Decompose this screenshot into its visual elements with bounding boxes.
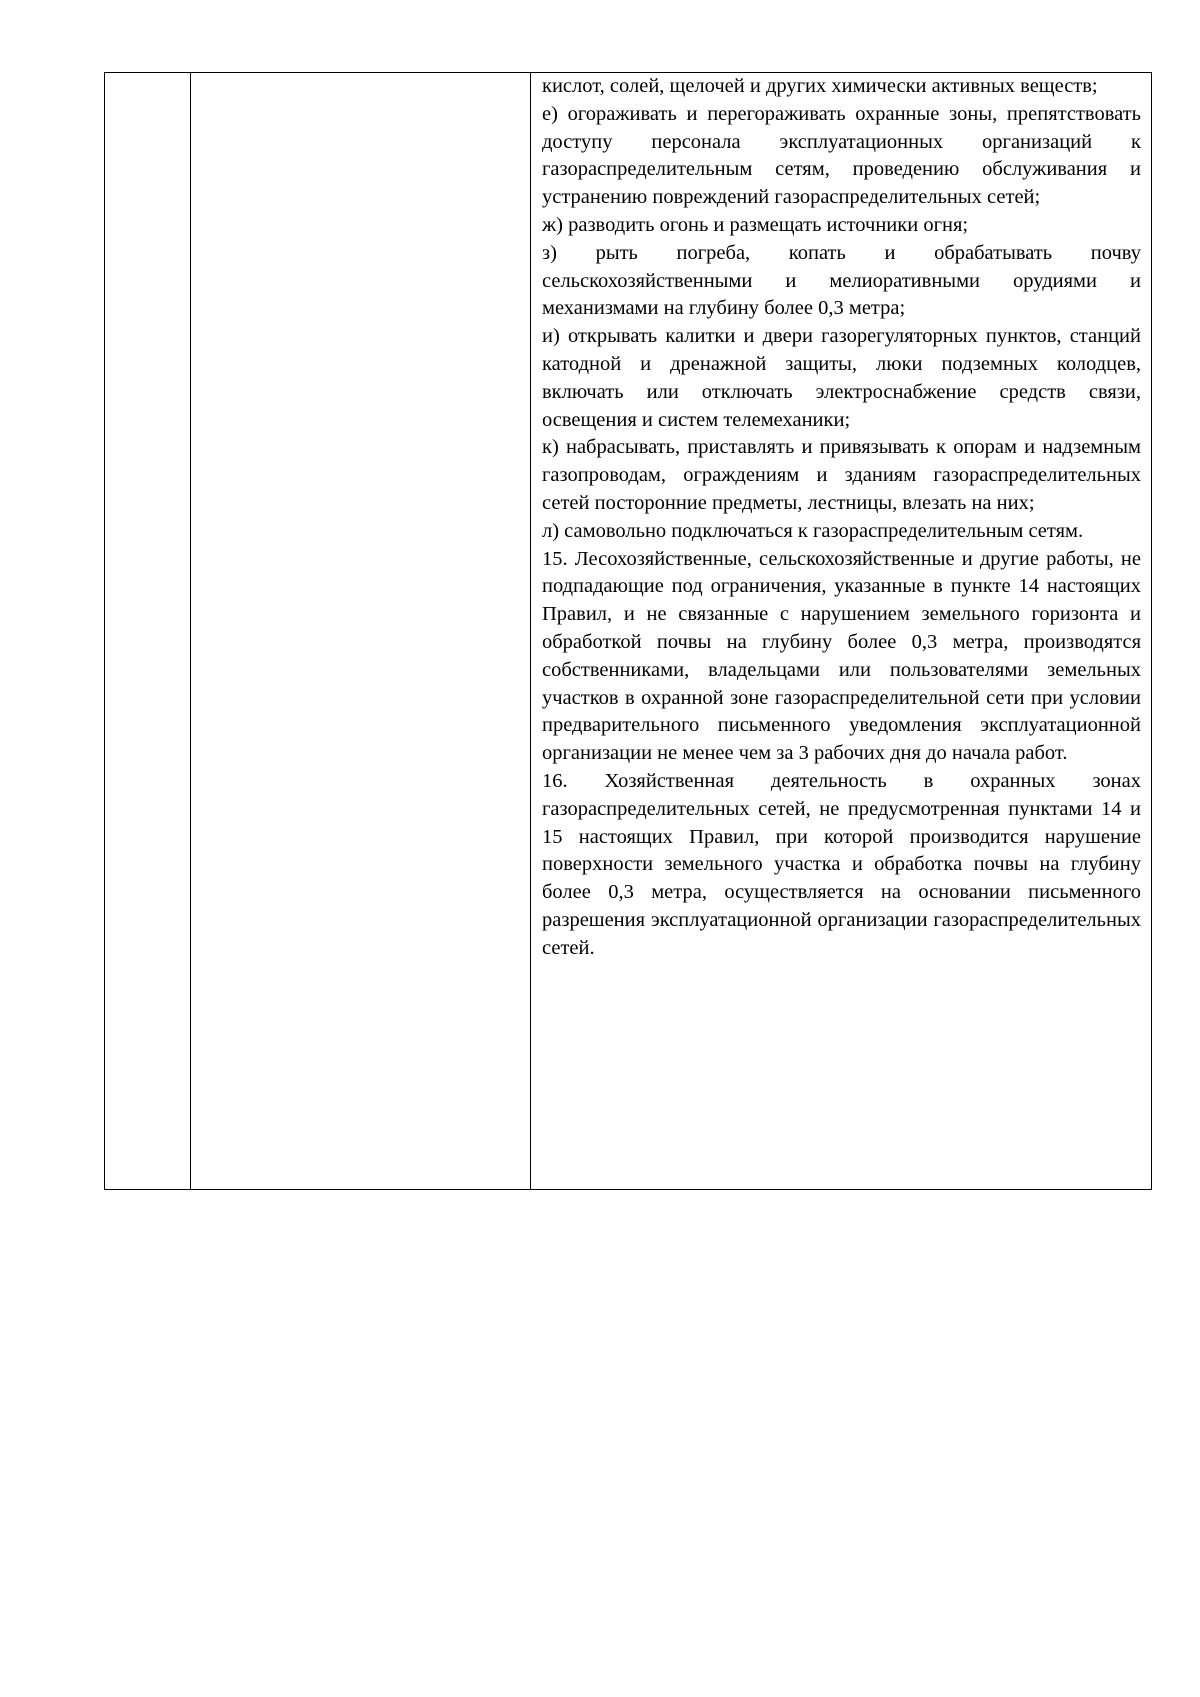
paragraph-item-i: и) открывать калитки и двери газорегуляторных пунктов, станций катодной и дренажной защиты, люки подземных колодцев, включать или отключать электроснабжение средств связи, освещения и систем телемеханики;: [542, 325, 1141, 431]
paragraph-15: 15. Лесохозяйственные, сельскохозяйственные и другие работы, не подпадающие под ограничения, указанные в пункте 14 настоящих Правил, и не связанные с нарушением земельного горизонта и обработкой почвы на глубину более 0,3 метра, производятся собственниками, владельцами или пользователями земельных участков в охранной зоне газораспределительной сети при условии предварительного письменного уведомления эксплуатационной организации не менее чем за 3 рабочих дня до начала работ.: [542, 547, 1141, 765]
paragraph-16: 16. Хозяйственная деятельность в охранных зонах газораспределительных сетей, не предусмотренная пунктами 14 и 15 настоящих Правил, при которой производится нарушение поверхности земельного участка и обработка почвы на глубину более 0,3 метра, осуществляется на основании письменного разрешения эксплуатационной организации газораспределительных сетей.: [542, 769, 1141, 959]
paragraph-item-e: е) огораживать и перегораживать охранные зоны, препятствовать доступу персонала эксплуатационных организаций к газораспределительным сетям, проведению обслуживания и устранению повреждений газораспределительных сетей;: [542, 102, 1141, 209]
regulation-table: [104, 72, 1152, 1190]
table-cell-number: [105, 73, 191, 1189]
paragraph-item-l: л) самовольно подключаться к газораспределительным сетям.: [542, 519, 1084, 542]
table-cell-subject: [191, 73, 531, 1189]
paragraph-item-k: к) набрасывать, приставлять и привязывать к опорам и надземным газопроводам, ограждениям и зданиям газораспределительных сетей посторонние предметы, лестницы, влезать на них;: [542, 436, 1141, 514]
paragraph-continuation: кислот, солей, щелочей и других химически активных веществ;: [542, 75, 1098, 97]
paragraph-item-z: з) рыть погреба, копать и обрабатывать почву сельскохозяйственными и мелиоративными орудиями и механизмами на глубину более 0,3 метра;: [542, 241, 1141, 320]
table-cell-text: [531, 73, 1151, 1189]
paragraph-item-zh: ж) разводить огонь и размещать источники огня;: [542, 213, 969, 236]
